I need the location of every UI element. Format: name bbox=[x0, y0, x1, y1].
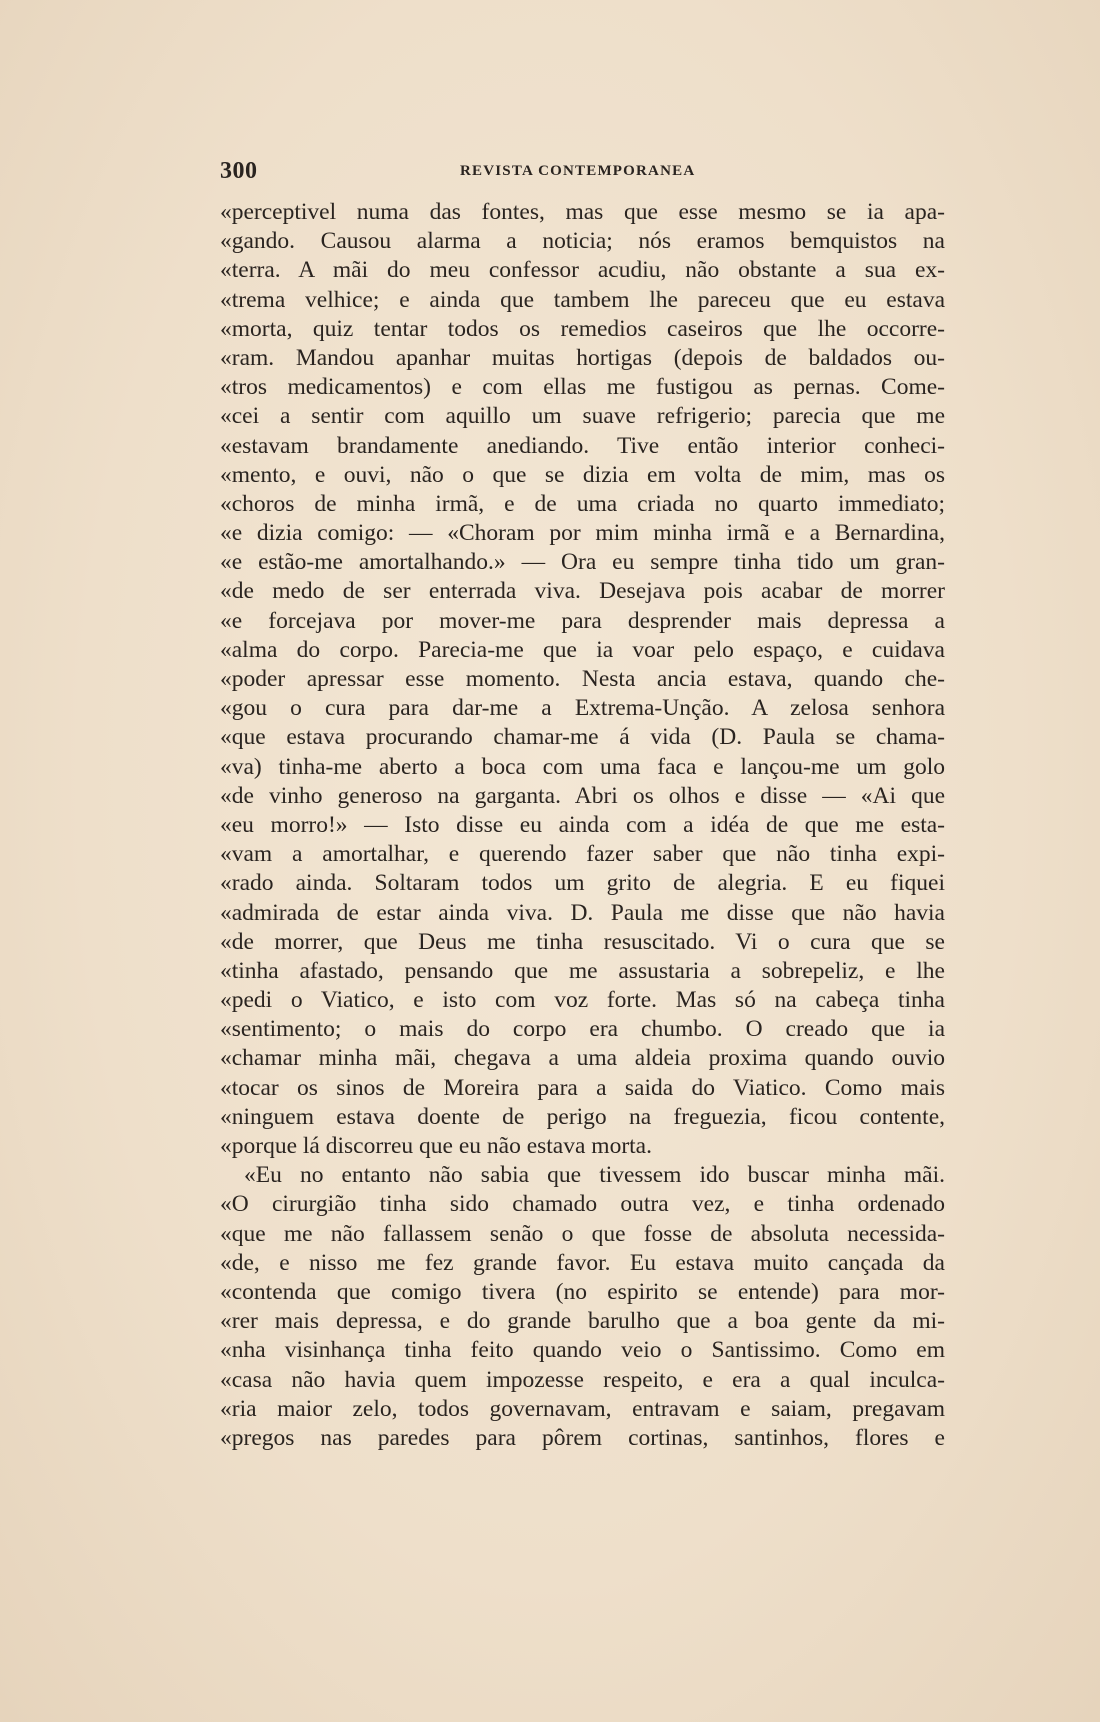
text-line: «rer mais depressa, e do grande barulho que a boa gente da mi- bbox=[220, 1308, 945, 1335]
text-line: «de morrer, que Deus me tinha resuscitado. Vi o cura que se bbox=[220, 928, 945, 955]
text-line: «pedi o Viatico, e isto com voz forte. Mas só na cabeça tinha bbox=[220, 987, 945, 1014]
text-line: «estavam brandamente anediando. Tive então interior conheci- bbox=[220, 432, 945, 459]
text-line: «mento, e ouvi, não o que se dizia em volta de mim, mas os bbox=[220, 461, 945, 488]
text-line: «e dizia comigo: — «Choram por mim minha irmã e a Bernardina, bbox=[220, 520, 945, 547]
text-line: «ria maior zelo, todos governavam, entravam e saiam, pregavam bbox=[220, 1395, 945, 1422]
text-line: «ninguem estava doente de perigo na freguezia, ficou contente, bbox=[220, 1103, 945, 1130]
text-line: «de vinho generoso na garganta. Abri os olhos e disse — «Ai que bbox=[220, 782, 945, 809]
text-line: «alma do corpo. Parecia-me que ia voar pelo espaço, e cuidava bbox=[220, 636, 945, 663]
text-line: «gando. Causou alarma a noticia; nós eramos bemquistos na bbox=[220, 228, 945, 255]
paragraph-start-line: «Eu no entanto não sabia que tivessem ido buscar minha mãi. bbox=[244, 1162, 945, 1189]
text-line: «choros de minha irmã, e de uma criada no quarto immediato; bbox=[220, 490, 945, 517]
running-title: REVISTA CONTEMPORANEA bbox=[460, 163, 696, 179]
text-line: «admirada de estar ainda viva. D. Paula me disse que não havia bbox=[220, 899, 945, 926]
text-line: «ram. Mandou apanhar muitas hortigas (depois de baldados ou- bbox=[220, 344, 945, 371]
text-line: «cei a sentir com aquillo um suave refrigerio; parecia que me bbox=[220, 403, 945, 430]
text-line: «rado ainda. Soltaram todos um grito de alegria. E eu fiquei bbox=[220, 870, 945, 897]
paragraph-end-line: «porque lá discorreu que eu não estava morta. bbox=[220, 1133, 652, 1159]
text-line: «de medo de ser enterrada viva. Desejava pois acabar de morrer bbox=[220, 578, 945, 605]
text-line: «vam a amortalhar, e querendo fazer saber que não tinha expi- bbox=[220, 841, 945, 868]
text-line: «gou o cura para dar-me a Extrema-Unção. A zelosa senhora bbox=[220, 695, 945, 722]
text-line: «morta, quiz tentar todos os remedios caseiros que lhe occorre- bbox=[220, 315, 945, 342]
text-line: «tocar os sinos de Moreira para a saida do Viatico. Como mais bbox=[220, 1074, 945, 1101]
text-line: «eu morro!» — Isto disse eu ainda com a idéa de que me esta- bbox=[220, 811, 945, 838]
text-line: «e forcejava por mover-me para desprender mais depressa a bbox=[220, 607, 945, 634]
text-line: «tros medicamentos) e com ellas me fustigou as pernas. Come- bbox=[220, 374, 945, 401]
text-line: «terra. A mãi do meu confessor acudiu, não obstante a sua ex- bbox=[220, 257, 945, 284]
text-line: «chamar minha mãi, chegava a uma aldeia proxima quando ouvio bbox=[220, 1045, 945, 1072]
text-line: «contenda que comigo tivera (no espirito se entende) para mor- bbox=[220, 1278, 945, 1305]
page-number: 300 bbox=[220, 158, 258, 184]
text-line: «pregos nas paredes para pôrem cortinas, santinhos, flores e bbox=[220, 1424, 945, 1451]
text-line: «sentimento; o mais do corpo era chumbo. O creado que ia bbox=[220, 1016, 945, 1043]
text-line: «tinha afastado, pensando que me assustaria a sobrepeliz, e lhe bbox=[220, 957, 945, 984]
text-line: «nha visinhança tinha feito quando veio o Santissimo. Como em bbox=[220, 1337, 945, 1364]
text-line: «de, e nisso me fez grande favor. Eu estava muito cançada da bbox=[220, 1249, 945, 1276]
text-line: «poder apressar esse momento. Nesta ancia estava, quando che- bbox=[220, 666, 945, 692]
text-line: «casa não havia quem impozesse respeito, e era a qual inculca- bbox=[220, 1366, 945, 1393]
text-line: «O cirurgião tinha sido chamado outra vez, e tinha ordenado bbox=[220, 1191, 945, 1218]
text-line: «trema velhice; e ainda que tambem lhe pareceu que eu estava bbox=[220, 286, 945, 313]
page-header bbox=[220, 158, 945, 188]
text-line: «que estava procurando chamar-me á vida (D. Paula se chama- bbox=[220, 724, 945, 751]
text-line: «e estão-me amortalhando.» — Ora eu sempre tinha tido um gran- bbox=[220, 549, 945, 576]
text-line: «perceptivel numa das fontes, mas que esse mesmo se ia apa- bbox=[220, 199, 945, 225]
text-line: «va) tinha-me aberto a boca com uma faca e lançou-me um golo bbox=[220, 753, 945, 780]
body-text bbox=[220, 198, 945, 1488]
text-line: «que me não fallassem senão o que fosse de absoluta necessida- bbox=[220, 1220, 945, 1247]
